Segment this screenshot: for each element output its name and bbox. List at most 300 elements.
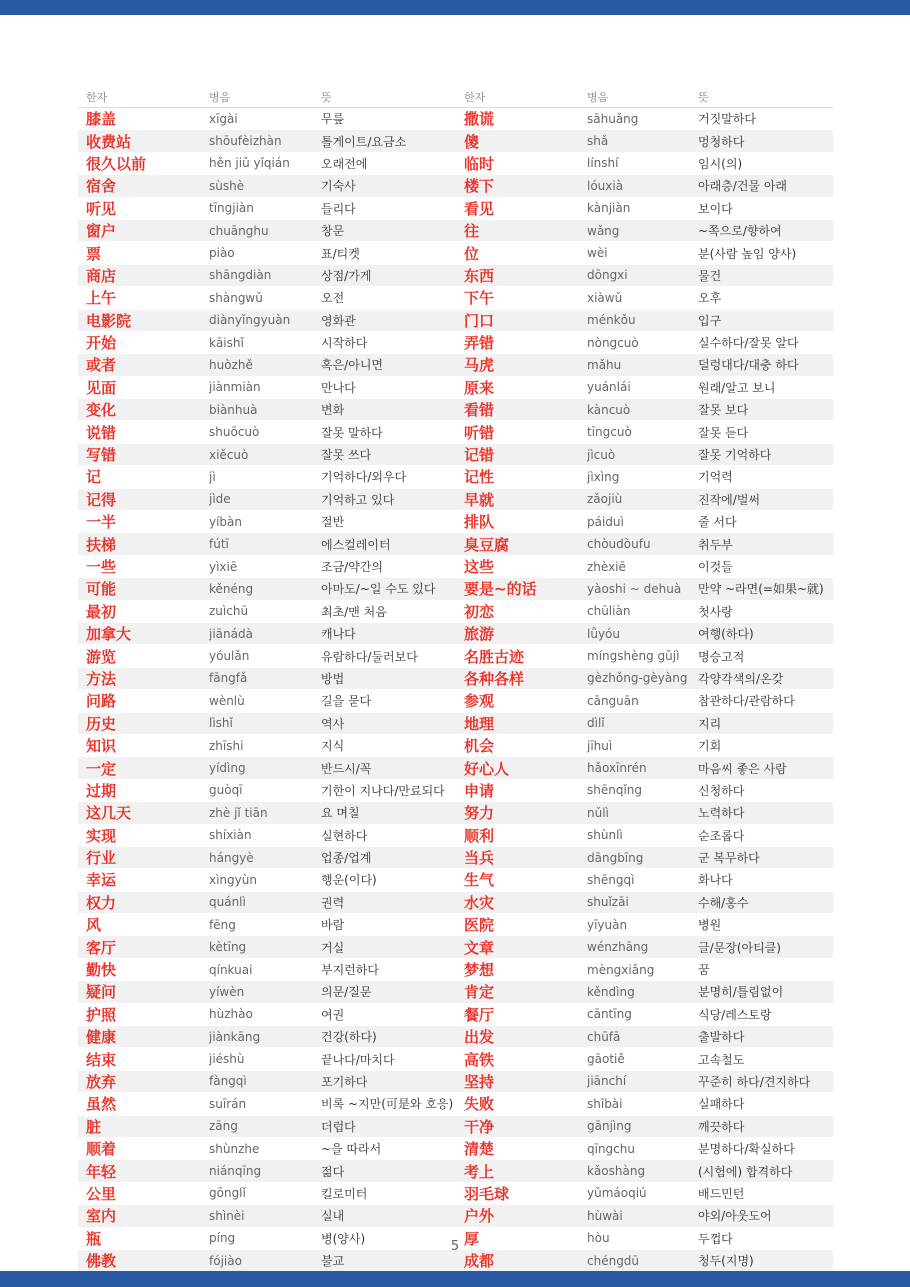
- meaning-right: 입구: [698, 313, 722, 328]
- table-row: [78, 578, 833, 600]
- pinyin-left: kāishǐ: [209, 335, 244, 350]
- hanzi-left: 这几天: [86, 804, 132, 823]
- meaning-right: (시험에) 합격하다: [698, 1164, 793, 1179]
- meaning-left: 최초/맨 처음: [321, 604, 387, 619]
- pinyin-left: fāngfǎ: [209, 671, 248, 686]
- hanzi-right: 好心人: [464, 759, 510, 778]
- pinyin-right: gānjìng: [587, 1119, 632, 1134]
- meaning-right: 참관하다/관람하다: [698, 694, 795, 709]
- meaning-right: 출발하다: [698, 1030, 745, 1045]
- table-row: [78, 466, 833, 488]
- meaning-right: 멍청하다: [698, 134, 745, 149]
- hanzi-right: 梦想: [464, 961, 495, 980]
- meaning-left: 혹은/아니면: [321, 358, 384, 373]
- meaning-right: 신청하다: [698, 783, 745, 798]
- table-row: [78, 421, 833, 443]
- hanzi-left: 结束: [86, 1050, 117, 1069]
- table-row: [78, 1071, 833, 1093]
- hanzi-right: 名胜古迹: [464, 647, 525, 666]
- pinyin-right: kàncuò: [587, 402, 631, 417]
- hanzi-left: 最初: [86, 602, 117, 621]
- hanzi-right: 羽毛球: [464, 1184, 510, 1203]
- pinyin-right: shuǐzāi: [587, 895, 629, 910]
- pinyin-right: qīngchu: [587, 1141, 635, 1156]
- table-row: [78, 265, 833, 287]
- hanzi-right: 餐厅: [464, 1005, 495, 1024]
- pinyin-right: yīyuàn: [587, 917, 628, 932]
- hanzi-right: 听错: [464, 423, 495, 442]
- pinyin-left: guòqī: [209, 783, 243, 798]
- pinyin-left: kěnéng: [209, 581, 254, 596]
- table-row: [78, 1004, 833, 1026]
- table-row: [78, 735, 833, 757]
- pinyin-left: suīrán: [209, 1096, 247, 1111]
- pinyin-right: mǎhu: [587, 357, 622, 372]
- hanzi-right: 考上: [464, 1162, 495, 1181]
- meaning-left: 킬로미터: [321, 1186, 368, 1201]
- vocab-table: [78, 86, 833, 1272]
- meaning-left: 업종/업계: [321, 851, 372, 866]
- meaning-right: 노력하다: [698, 806, 745, 821]
- hanzi-left: 变化: [86, 401, 117, 420]
- pinyin-right: chūliàn: [587, 604, 631, 619]
- top-banner: [0, 0, 910, 15]
- hanzi-left: 室内: [86, 1207, 117, 1226]
- hanzi-left: 幸运: [86, 871, 117, 890]
- pinyin-right: chūfā: [587, 1029, 621, 1044]
- table-row: [78, 1116, 833, 1138]
- meaning-right: 두껍다: [698, 1231, 733, 1246]
- meaning-right: 각양각색의/온갖: [698, 671, 784, 686]
- meaning-left: 상점/가게: [321, 268, 372, 283]
- meaning-right: 아래층/건물 아래: [698, 179, 788, 194]
- meaning-right: 임시(의): [698, 156, 743, 171]
- pinyin-left: fójiào: [209, 1253, 242, 1268]
- pinyin-left: yóulǎn: [209, 649, 250, 664]
- table-row: [78, 981, 833, 1003]
- table-row: [78, 444, 833, 466]
- meaning-right: 순조롭다: [698, 828, 745, 843]
- hanzi-left: 过期: [86, 781, 117, 800]
- pinyin-left: xīgài: [209, 111, 238, 126]
- hanzi-right: 失败: [464, 1095, 495, 1114]
- meaning-right: 군 복무하다: [698, 851, 760, 866]
- hanzi-right: 位: [464, 244, 480, 263]
- hanzi-left: 见面: [86, 378, 117, 397]
- hanzi-right: 肯定: [464, 983, 495, 1002]
- pinyin-right: dōngxi: [587, 268, 628, 283]
- hanzi-right: 弄错: [464, 334, 495, 353]
- table-row: [78, 1205, 833, 1227]
- meaning-right: 분명하다/확실하다: [698, 1142, 795, 1157]
- hanzi-right: 户外: [464, 1207, 495, 1226]
- hanzi-right: 文章: [464, 938, 495, 957]
- header-pinyin-left: 병음: [209, 90, 231, 104]
- hanzi-left: 扶梯: [86, 535, 117, 554]
- table-row: [78, 914, 833, 936]
- pinyin-left: píng: [209, 1231, 236, 1246]
- hanzi-left: 商店: [86, 266, 117, 285]
- pinyin-left: fēng: [209, 917, 236, 932]
- meaning-left: 지식: [321, 739, 345, 754]
- hanzi-right: 厚: [464, 1229, 480, 1248]
- table-header: [78, 86, 833, 108]
- pinyin-left: yídìng: [209, 761, 246, 776]
- table-row: [78, 332, 833, 354]
- meaning-left: 더럽다: [321, 1119, 356, 1134]
- pinyin-left: diànyǐngyuàn: [209, 313, 291, 328]
- pinyin-left: chuānghu: [209, 223, 269, 238]
- hanzi-left: 年轻: [86, 1162, 117, 1181]
- meaning-left: 병(양사): [321, 1231, 366, 1246]
- table-row: [78, 511, 833, 533]
- meaning-right: 여행(하다): [698, 627, 754, 642]
- pinyin-right: chéngdū: [587, 1253, 640, 1268]
- hanzi-right: 往: [464, 222, 480, 241]
- table-row: [78, 869, 833, 891]
- hanzi-right: 要是~的话: [464, 580, 537, 599]
- meaning-left: 부지런하다: [321, 963, 379, 978]
- pinyin-right: mèngxiǎng: [587, 962, 655, 977]
- meaning-right: 글/문장(아티클): [698, 940, 781, 955]
- pinyin-left: xìngyùn: [209, 872, 257, 887]
- meaning-left: 잘못 말하다: [321, 425, 383, 440]
- table-row: [78, 959, 833, 981]
- hanzi-right: 排队: [464, 513, 495, 532]
- hanzi-left: 记: [86, 468, 102, 487]
- hanzi-left: 方法: [86, 669, 117, 688]
- hanzi-right: 当兵: [464, 849, 495, 868]
- pinyin-left: jiānádà: [209, 626, 253, 641]
- pinyin-left: niánqīng: [209, 1164, 262, 1179]
- hanzi-right: 早就: [464, 490, 495, 509]
- meaning-left: 무릎: [321, 112, 345, 127]
- pinyin-right: wèi: [587, 246, 608, 261]
- table-body: [78, 108, 833, 1272]
- pinyin-left: zāng: [209, 1119, 238, 1134]
- hanzi-left: 权力: [86, 893, 117, 912]
- table-row: [78, 130, 833, 152]
- table-row: [78, 1048, 833, 1070]
- meaning-right: 거짓말하다: [698, 112, 756, 127]
- hanzi-right: 看错: [464, 401, 495, 420]
- meaning-right: 잘못 기억하다: [698, 448, 772, 463]
- hanzi-left: 膝盖: [86, 110, 117, 129]
- pinyin-right: jiānchí: [587, 1074, 627, 1089]
- pinyin-left: piào: [209, 246, 235, 261]
- hanzi-left: 票: [86, 244, 102, 263]
- meaning-left: 오전: [321, 291, 345, 306]
- meaning-right: 배드민턴: [698, 1186, 745, 1201]
- pinyin-right: shībài: [587, 1096, 623, 1111]
- meaning-right: 청두(지명): [698, 1254, 754, 1269]
- table-row: [78, 936, 833, 958]
- meaning-left: 조금/약간의: [321, 560, 384, 574]
- hanzi-left: 客厅: [86, 938, 117, 957]
- page-number: 5: [450, 1239, 460, 1254]
- hanzi-right: 初恋: [464, 602, 495, 621]
- pinyin-left: kètīng: [209, 940, 247, 955]
- hanzi-left: 实现: [86, 826, 117, 845]
- table-row: [78, 153, 833, 175]
- pinyin-left: fàngqì: [209, 1074, 247, 1089]
- meaning-left: 들리다: [321, 201, 356, 216]
- pinyin-left: jiànkāng: [209, 1029, 261, 1044]
- meaning-left: 거실: [321, 940, 345, 955]
- hanzi-right: 原来: [464, 378, 495, 397]
- pinyin-left: jiéshù: [209, 1052, 245, 1067]
- hanzi-left: 脏: [86, 1117, 102, 1136]
- meaning-right: 분명히/틀림없이: [698, 985, 784, 1000]
- hanzi-left: 很久以前: [86, 154, 147, 173]
- pinyin-left: zhīshi: [209, 738, 244, 753]
- pinyin-right: shēnqǐng: [587, 783, 643, 798]
- hanzi-left: 收费站: [86, 132, 132, 151]
- table-row: [78, 489, 833, 511]
- meaning-right: 이것들: [698, 560, 733, 574]
- table-row: [78, 690, 833, 712]
- meaning-left: 아마도/~일 수도 있다: [321, 582, 436, 597]
- pinyin-right: shùnlì: [587, 828, 623, 843]
- pinyin-right: xiàwǔ: [587, 290, 623, 305]
- table-row: [78, 780, 833, 802]
- meaning-left: 권력: [321, 895, 345, 910]
- hanzi-left: 一半: [86, 513, 117, 532]
- hanzi-left: 公里: [86, 1184, 117, 1203]
- hanzi-left: 顺着: [86, 1140, 117, 1159]
- hanzi-right: 楼下: [464, 177, 495, 196]
- table-row: [78, 220, 833, 242]
- meaning-left: 바람: [321, 918, 345, 933]
- meaning-right: 원래/알고 보니: [698, 380, 776, 395]
- pinyin-right: lóuxià: [587, 178, 624, 193]
- meaning-right: 실패하다: [698, 1097, 745, 1112]
- meaning-left: 영화관: [321, 313, 356, 328]
- pinyin-right: nòngcuò: [587, 335, 639, 350]
- pinyin-left: shāngdiàn: [209, 268, 272, 283]
- table-row: [78, 556, 833, 578]
- meaning-right: 고속철도: [698, 1052, 745, 1067]
- header-meaning-left: 뜻: [321, 90, 332, 104]
- pinyin-right: sāhuǎng: [587, 111, 639, 126]
- pinyin-left: yíbàn: [209, 514, 243, 529]
- hanzi-left: 或者: [86, 356, 117, 375]
- pinyin-left: zuìchū: [209, 604, 249, 619]
- hanzi-right: 马虎: [464, 356, 495, 375]
- meaning-left: 방법: [321, 671, 345, 686]
- table-row: [78, 623, 833, 645]
- meaning-left: 기억하고 있다: [321, 492, 395, 507]
- meaning-left: 길을 묻다: [321, 694, 372, 709]
- pinyin-left: qínkuai: [209, 962, 253, 977]
- hanzi-right: 地理: [464, 714, 495, 733]
- meaning-right: 화나다: [698, 873, 733, 888]
- meaning-right: 오후: [698, 291, 722, 306]
- meaning-left: 잘못 쓰다: [321, 448, 372, 463]
- meaning-left: 비록 ~지만(可是와 호응): [321, 1097, 454, 1112]
- table-row: [78, 533, 833, 555]
- hanzi-right: 高铁: [464, 1050, 495, 1069]
- meaning-left: 실현하다: [321, 828, 368, 843]
- pinyin-right: yuánlái: [587, 380, 631, 395]
- pinyin-right: cāntīng: [587, 1007, 632, 1022]
- pinyin-left: hěn jiǔ yǐqián: [209, 156, 290, 171]
- table-row: [78, 287, 833, 309]
- hanzi-right: 记性: [464, 468, 495, 487]
- pinyin-right: dāngbīng: [587, 850, 644, 865]
- pinyin-right: kǎoshàng: [587, 1164, 646, 1179]
- hanzi-right: 坚持: [464, 1072, 495, 1091]
- meaning-right: 잘못 듣다: [698, 425, 749, 440]
- meaning-left: 에스컬레이터: [321, 537, 391, 552]
- table-row: [78, 601, 833, 623]
- pinyin-right: gèzhǒng-gèyàng: [587, 671, 688, 686]
- pinyin-right: zǎojiù: [587, 492, 623, 507]
- hanzi-left: 窗户: [86, 222, 117, 241]
- pinyin-right: tīngcuò: [587, 425, 632, 440]
- meaning-left: 끝나다/마치다: [321, 1052, 395, 1067]
- meaning-left: 유람하다/둘러보다: [321, 649, 418, 664]
- meaning-right: 보이다: [698, 201, 733, 216]
- meaning-left: 시작하다: [321, 336, 368, 351]
- meaning-left: 만나다: [321, 380, 356, 395]
- meaning-left: 요 며칠: [321, 806, 360, 821]
- hanzi-left: 一定: [86, 759, 117, 778]
- meaning-right: 분(사람 높임 양사): [698, 246, 797, 261]
- meaning-right: 꿈: [698, 963, 710, 978]
- hanzi-right: 申请: [464, 781, 495, 800]
- table-row: [78, 892, 833, 914]
- hanzi-right: 努力: [464, 804, 495, 823]
- hanzi-left: 加拿大: [86, 625, 132, 644]
- meaning-left: 기억하다/외우다: [321, 470, 407, 485]
- meaning-left: 불교: [321, 1254, 345, 1269]
- meaning-left: 기한이 지나다/만료되다: [321, 783, 445, 798]
- hanzi-right: 东西: [464, 266, 495, 285]
- hanzi-right: 成都: [464, 1252, 495, 1271]
- hanzi-left: 上午: [86, 289, 117, 308]
- hanzi-right: 记错: [464, 446, 495, 465]
- hanzi-left: 放弃: [86, 1072, 117, 1091]
- table-row: [78, 242, 833, 264]
- hanzi-left: 历史: [86, 714, 117, 733]
- pinyin-right: jìcuò: [587, 447, 616, 462]
- hanzi-left: 健康: [86, 1028, 117, 1047]
- table-row: [78, 354, 833, 376]
- pinyin-right: wénzhāng: [587, 940, 649, 955]
- meaning-left: 여권: [321, 1007, 345, 1022]
- meaning-left: 행운(이다): [321, 873, 377, 888]
- meaning-left: 역사: [321, 716, 345, 731]
- pinyin-right: dìlǐ: [587, 716, 605, 731]
- hanzi-left: 写错: [86, 446, 117, 465]
- table-row: [78, 847, 833, 869]
- meaning-right: 실수하다/잘못 알다: [698, 336, 799, 351]
- hanzi-left: 虽然: [86, 1095, 117, 1114]
- hanzi-left: 疑问: [86, 983, 117, 1002]
- hanzi-right: 参观: [464, 692, 495, 711]
- pinyin-left: jiànmiàn: [209, 380, 261, 395]
- pinyin-left: xiěcuò: [209, 447, 249, 462]
- pinyin-right: yàoshi ~ dehuà: [587, 581, 682, 596]
- meaning-left: 창문: [321, 224, 345, 239]
- table-row: [78, 1138, 833, 1160]
- pinyin-left: shàngwǔ: [209, 290, 263, 305]
- meaning-left: 반드시/꼭: [321, 761, 372, 776]
- meaning-right: ~쪽으로/향하여: [698, 224, 782, 239]
- hanzi-left: 宿舍: [86, 177, 117, 196]
- table-row: [78, 198, 833, 220]
- hanzi-right: 医院: [464, 916, 495, 935]
- pinyin-right: jìxìng: [587, 469, 620, 484]
- meaning-left: 기숙사: [321, 179, 356, 194]
- hanzi-left: 开始: [86, 334, 117, 353]
- pinyin-left: gōnglǐ: [209, 1186, 246, 1201]
- meaning-right: 병원: [698, 918, 722, 933]
- meaning-right: 잘못 보다: [698, 403, 749, 418]
- hanzi-right: 清楚: [464, 1140, 495, 1159]
- bottom-banner: [0, 1271, 910, 1287]
- pinyin-right: ménkǒu: [587, 313, 636, 328]
- table-row: [78, 310, 833, 332]
- meaning-right: 기억력: [698, 470, 733, 485]
- hanzi-right: 顺利: [464, 826, 495, 845]
- pinyin-right: línshí: [587, 156, 619, 171]
- pinyin-right: chòudòufu: [587, 537, 651, 552]
- hanzi-left: 知识: [86, 737, 117, 756]
- pinyin-right: zhèxiē: [587, 559, 626, 574]
- meaning-right: 진작에/벌써: [698, 492, 761, 507]
- meaning-right: 물건: [698, 268, 722, 283]
- meaning-left: 포기하다: [321, 1074, 368, 1089]
- meaning-left: ~을 따라서: [321, 1142, 382, 1157]
- hanzi-left: 电影院: [86, 311, 132, 330]
- hanzi-left: 可能: [86, 580, 117, 599]
- pinyin-right: kànjiàn: [587, 201, 631, 216]
- pinyin-left: shùnzhe: [209, 1141, 260, 1156]
- pinyin-left: zhè jǐ tiān: [209, 805, 268, 820]
- table-row: [78, 713, 833, 735]
- meaning-left: 톨게이트/요금소: [321, 134, 407, 149]
- pinyin-right: míngshèng gǔjì: [587, 649, 680, 664]
- meaning-left: 캐나다: [321, 627, 356, 642]
- pinyin-right: nǔlì: [587, 805, 609, 820]
- hanzi-left: 说错: [86, 423, 117, 442]
- header-hanzi-right: 한자: [464, 90, 486, 104]
- hanzi-right: 水灾: [464, 893, 495, 912]
- hanzi-right: 下午: [464, 289, 495, 308]
- table-row: [78, 645, 833, 667]
- pinyin-left: hùzhào: [209, 1007, 253, 1022]
- table-row: [78, 399, 833, 421]
- table-row: [78, 1160, 833, 1182]
- meaning-right: 수해/홍수: [698, 895, 749, 910]
- meaning-right: 줄 서다: [698, 515, 737, 530]
- hanzi-left: 游览: [86, 647, 117, 666]
- hanzi-right: 傻: [464, 132, 480, 151]
- pinyin-left: huòzhě: [209, 357, 253, 372]
- table-row: [78, 825, 833, 847]
- meaning-right: 만약 ~라면(=如果~就): [698, 582, 824, 597]
- pinyin-right: lǚyóu: [587, 626, 620, 641]
- pinyin-left: yíwèn: [209, 984, 245, 999]
- hanzi-right: 门口: [464, 311, 495, 330]
- hanzi-left: 护照: [86, 1005, 117, 1024]
- hanzi-right: 临时: [464, 154, 495, 173]
- meaning-left: 의문/질문: [321, 985, 372, 1000]
- hanzi-right: 臭豆腐: [464, 535, 510, 554]
- meaning-right: 깨끗하다: [698, 1119, 745, 1134]
